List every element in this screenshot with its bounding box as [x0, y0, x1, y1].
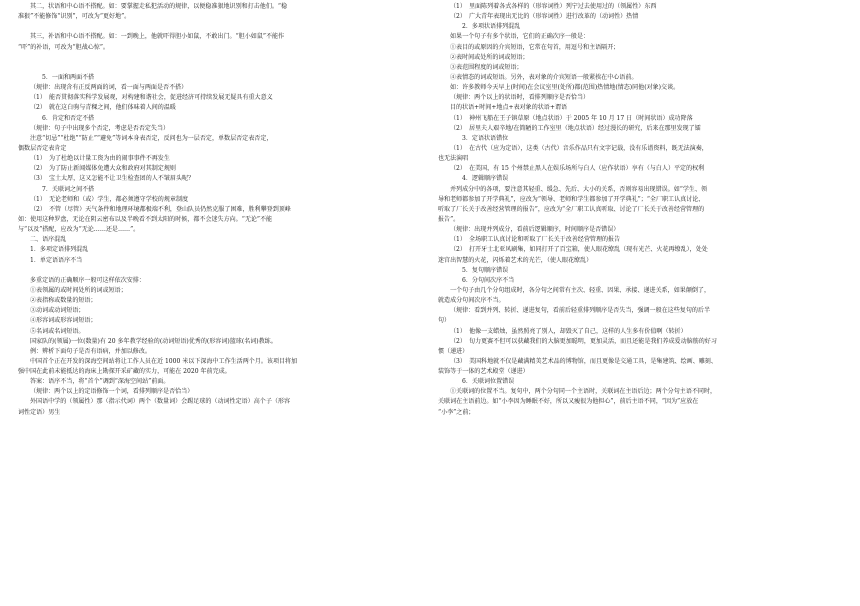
- text-line: 如果一个句子有多个状语，它们的正确次序一般是：: [450, 33, 590, 41]
- text-line: （3） 美国科地就不仅是藏满精美艺术品的博物馆，而且更像是交通工具，是集建筑、绘画、雕刻、: [450, 357, 717, 365]
- text-line: 答案：语序不当，将“首个”调到“深海空间站”前面。: [30, 378, 170, 386]
- text-line: 偶数层否定表肯定: [18, 144, 67, 152]
- text-line: 关联词在主语前边。如“小李因为睡眠不好，所以又瘦很为他担心”，前后主语不同，“因为”应放在: [438, 398, 699, 406]
- text-line: （2） 旬力更赛不但可以获藏我们的大脑更加聪明，更加灵活，而且还能是我们养成爱动脑筋的好习: [450, 337, 717, 345]
- text-line: 6．肯定和否定不搭: [42, 114, 95, 122]
- text-line: 也无法演唱: [438, 155, 469, 163]
- text-line: ②表指称或数量的短语；: [30, 297, 97, 305]
- text-line: （1） 里面陈列着各式各样的（形容词性）列宁过去使用过的（领属性）东西: [450, 3, 657, 10]
- left-column: [18, 2, 418, 604]
- text-line: 多重定语的正确顺序一般可这样依次安排：: [30, 276, 145, 284]
- text-line: 一个句子由几个分句组成时，各分句之间常有主次、轻重、因果、承接、递进关系，如果颠倒了，: [450, 286, 711, 294]
- text-line: [18, 266, 418, 276]
- text-line: （规律：出现含有正反两面的词，看一面与两面是否不搭）: [30, 84, 188, 92]
- text-line: [18, 53, 418, 63]
- text-line: （2） 打开牙士北亚风刷集，如同打开了百宝箱，使人眼花缭乱（现有光芒、火花再缭乱），处处: [450, 246, 708, 254]
- text-line: （1） 他像一支蜡烛，虽然照亮了别人，却毁灭了自己，这样的人生多有价值啊（转折）: [450, 327, 687, 335]
- text-line: 2．多项状语排列混乱: [462, 23, 521, 31]
- text-line: 词性定语）男生: [18, 408, 61, 416]
- text-line: 导和老师都参加了开学典礼”，应改为“领导、老师和学生都参加了开学典礼”；“全厂职工认真讨论、: [438, 195, 705, 203]
- text-line: （规律：出现并列成分，看前后逻辑顺序，时间顺序是否错误）: [450, 226, 620, 234]
- text-line: 3．定语状语错位: [462, 134, 509, 142]
- text-line: 外国语中学的（领属性）那（指示代词）两个（数量词）会踢足球的（动词性定语）高个子（形容: [30, 398, 291, 406]
- text-line: 与“以及”搭配，应改为“无论……还是……”。: [18, 226, 140, 234]
- text-line: 就造成分句间次序不当。: [438, 297, 505, 305]
- text-line: （1） 神州飞船在王子镇草原（地点状语）于 2005 年 10 月 17 日（时间状语）成功降落: [450, 114, 693, 122]
- text-line: 7．关联词之间不搭: [42, 185, 95, 193]
- text-line: 中国首个正在开发的深海空间站将让工作人员在近 1000 米以下深海中工作生活两个月。该项目将加: [30, 357, 298, 365]
- text-line: ④形容词或形容词短语；: [30, 317, 97, 325]
- text-line: 例：辨析下面句子是否有语病，并加以修改。: [30, 347, 151, 355]
- text-line: （规律：句子中出现多个否定，考虑是否否定失当）: [30, 124, 170, 132]
- text-line: 6．分句间次序不当: [462, 276, 515, 284]
- text-line: （2） 广大青年表现出无比的（形容词性）进行改革的（动词性）热情: [450, 13, 639, 21]
- text-line: （规律：两个以上的状语时，看排列顺序是否恰当）: [450, 94, 590, 102]
- text-line: （1） 全场职工认真讨论和听取了厂长关于改善经营管理的报告: [450, 236, 621, 244]
- text-line: [18, 22, 418, 32]
- text-line: 句）: [438, 317, 451, 325]
- text-line: 6．关联词位置错误: [462, 378, 515, 386]
- text-line: 强中国在此前未能抵达的海床上勘探开采矿藏的实力，可能在 2020 年前完成。: [18, 368, 231, 376]
- text-line: ③表范围程度的词或短语；: [450, 63, 523, 71]
- text-line: ⑤名词或名词短语。: [30, 327, 85, 335]
- text-line: （2） 就在这白驹与青稞之间，他们体味着人间的温暖: [30, 104, 176, 112]
- text-line: （2） 居里夫人艰辛地/在简陋的工作室里（地点状语）经过漫长的研究，后来在那里发现了镭: [450, 124, 701, 132]
- text-line: （2） 不管（尽管）天气条件和地理环境都极端不利，登山队员仍然克服了困难，胜利攀登到顶峰: [30, 205, 291, 213]
- text-line: 5．复句顺序错误: [462, 266, 509, 274]
- text-line: 其三，补语和中心语不搭配。如：一到晚上，他就吓得胆小如鼠，不敢出门。“胆小如鼠”不能作: [30, 33, 285, 41]
- text-line: 迷宫出智慧的火花，闪烁着艺术的光芒，（使人眼花缭乱）: [438, 256, 593, 264]
- text-line: ①表领属的或时间处所的词或短语；: [30, 286, 127, 294]
- text-line: 如：使用这种罗盘，无论在阴云密布以及半晚看不到太阳的时候，都不会迷失方向。“无论”不能: [18, 215, 273, 223]
- text-line: ①表目的或原因的介宾短语，它常在句首，用逗号和主语隔开；: [450, 43, 620, 51]
- text-line: 准狠”不能修饰“识别”，可改为“更好地”。: [18, 13, 131, 21]
- text-line: ④表情态的词或短语。另外，表对象的介宾短语一般紧挨在中心语前。: [450, 73, 638, 81]
- text-line: （1） 在古代（应为定语），这类（古代）音乐作品只有文字记载，没有乐谱资料，既无法演奏，: [450, 144, 708, 152]
- text-line: （规律：看到并列、转折、递进复句，看前后轻重排列顺序是否失当，强调一般在这些复句的后半: [450, 307, 711, 315]
- text-line: [18, 63, 418, 73]
- text-line: 装饰等于一体的艺术殿堂（递进）: [438, 368, 529, 376]
- text-line: “吓”的补语，可改为“胆战心惊”。: [18, 43, 109, 51]
- text-line: 目的状语+时间+地点+表对象的状语+谓语: [450, 104, 568, 112]
- text-line: 二、语序混乱: [30, 236, 67, 244]
- text-line: （3） 宝土太厚，这又怎能不让卫生检查团的人不皱眉头呢？: [30, 175, 195, 183]
- text-line: ①关联词的位置不当。复句中，两个分句同一个主语时，关联词在主语后边；两个分句主语不同时，: [450, 388, 717, 396]
- text-line: 国家队的(领属)一位(数量)有 20 多年教学经验的(动词短语)优秀的(形容词)篮球(名词)教练。: [30, 337, 277, 345]
- text-line: 报告”。: [438, 215, 460, 223]
- text-line: 1．单定语语序不当: [30, 256, 83, 264]
- text-line: 4．逻辑顺序错误: [462, 175, 509, 183]
- text-line: 5．一面和两面不搭: [42, 73, 95, 81]
- right-column: [438, 2, 844, 604]
- text-line: 其二，状语和中心语不搭配。如：要掌握走私犯活动的规律，以便稳准狠地识别和打击他们。“稳: [30, 3, 288, 10]
- text-line: 如：许多教师今天早上(时间)在会议室里(处所)都(范围)热情地(情态)同他(对象)交谈。: [450, 84, 680, 92]
- text-line: 惯（递进）: [438, 347, 469, 355]
- text-line: （1） 为了杜绝以计量工资为由的闹事事件不再发生: [30, 155, 170, 163]
- text-line: 1．多项定语排列混乱: [30, 246, 89, 254]
- text-line: 听取了厂长关于改善经营管理的报告”，应改为“全厂职工认真听取、讨论了厂长关于改善经营管理的: [438, 205, 705, 213]
- text-line: “小李”之前；: [438, 408, 475, 416]
- text-line: （2） 为了防止新闻媒体免遭大众和政府对其制定规则: [30, 165, 176, 173]
- text-line: （规律：两个以上的定语修饰一个词，看排列顺序是否恰当）: [30, 388, 194, 396]
- text-line: （1） 无论老师和（或）学生，都必须遵守学校的规章制度: [30, 195, 189, 203]
- text-line: （2） 在美国，有 15 个州禁止黑人在娱乐场所与白人（应作状语）享有（与白人）平定的权利: [450, 165, 705, 173]
- text-line: 并列成分中的各项，要注意其轻重、缓急、先后、大小的关系，否则容易出现错误。如“学生、领: [450, 185, 708, 193]
- text-line: （1） 能否贯彻落实科学发展观，对构建和谐社会，促进经济可持续发展无疑具有重大意义: [30, 94, 273, 102]
- text-line: ②表时间或处所的词或短语；: [450, 53, 529, 61]
- text-line: ③动词或动词短语；: [30, 307, 85, 315]
- text-line: 注意“切忌”“杜绝”“防止”“避免”等词本身表否定，反问也为一层否定，单数层否定表否定，: [30, 134, 273, 142]
